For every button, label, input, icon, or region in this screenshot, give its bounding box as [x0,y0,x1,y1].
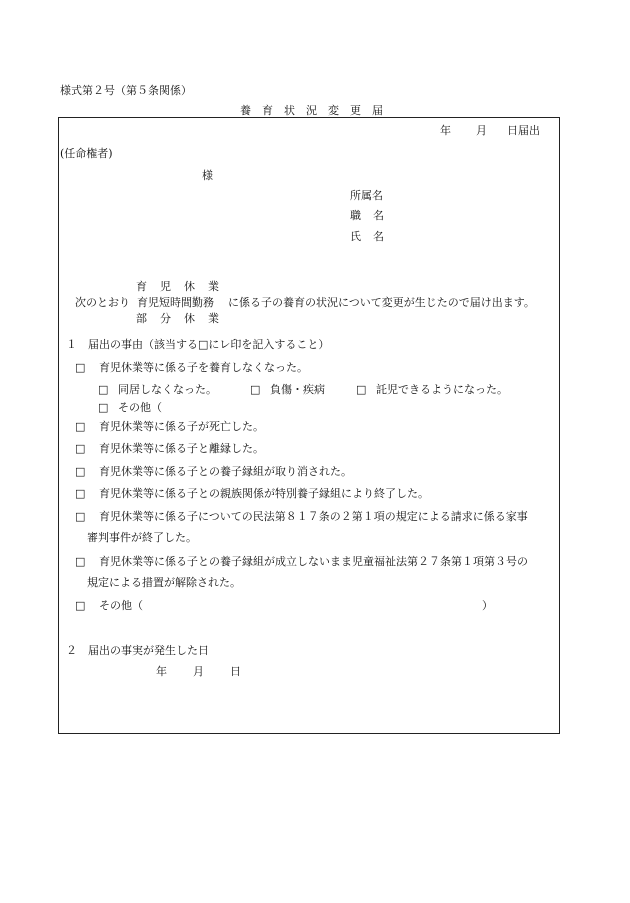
reason-item-1 [75,362,308,373]
leave-type-childcare-leave: 育児休業 [136,280,232,293]
reason-text: 育児休業等に係る子についての民法第８１７条の２第１項の規定による請求に係る家事 [99,510,528,523]
leave-type-partial-leave: 部分休業 [136,312,232,325]
date-year: 年 [440,124,451,137]
reason-text: 育児休業等に係る子との養子縁組が取り消された。 [99,465,352,478]
reason-text: 育児休業等に係る子が死亡した。 [99,420,264,433]
reason-text: その他（ [99,599,143,612]
other-close-paren: ） [482,599,493,612]
submission-date[interactable] [440,125,540,136]
sub-reason-text: その他（ [118,401,162,414]
checkbox[interactable]: □ [75,599,86,612]
checkbox[interactable]: □ [250,383,261,396]
checkbox[interactable]: □ [75,420,86,433]
appointer-label: (任命権者) [60,147,113,160]
reason-item-4 [75,466,352,477]
occurrence-date[interactable] [156,666,241,677]
occurrence-day: 日 [230,665,241,678]
section1-heading: １ 届出の事由（該当する□にレ印を記入すること） [66,338,330,351]
date-day: 日届出 [507,124,540,137]
sub-reason-2 [250,384,325,395]
intro-text: に係る子の養育の状況について変更が生じたので届け出ます。 [228,296,535,309]
intro-lead: 次のとおり [75,296,130,309]
reason-item-7-continuation: 規定による措置が解除された。 [87,576,241,589]
checkbox[interactable]: □ [75,361,86,374]
sub-reason-text: 託児できるようになった。 [376,383,508,396]
sub-reason-4 [98,402,162,413]
checkbox[interactable]: □ [75,555,86,568]
checkbox[interactable]: □ [75,465,86,478]
date-month: 月 [476,124,487,137]
department-label: 所属名 [350,189,383,202]
reason-item-other [75,600,143,611]
checkbox[interactable]: □ [75,442,86,455]
reason-text: 育児休業等に係る子を養育しなくなった。 [99,361,308,374]
reason-text: 育児休業等に係る子との親族関係が特別養子縁組により終了した。 [99,487,429,500]
reason-item-6 [75,511,528,522]
checkbox[interactable]: □ [75,510,86,523]
leave-type-short-hours: 育児短時間勤務 [137,296,214,309]
reason-item-5 [75,488,429,499]
reason-text: 育児休業等に係る子と離縁した。 [99,442,264,455]
honorific-sama: 様 [202,169,213,182]
sub-reason-3 [356,384,508,395]
form-title: 養育状況変更届 [240,104,394,117]
section2-heading: ２ 届出の事実が発生した日 [66,644,209,657]
checkbox[interactable]: □ [98,383,109,396]
name-label: 氏名 [350,230,396,243]
form-number: 様式第２号（第５条関係） [60,84,192,97]
reason-item-3 [75,443,264,454]
sub-reason-text: 同居しなくなった。 [118,383,217,396]
occurrence-month: 月 [193,665,204,678]
checkbox[interactable]: □ [356,383,367,396]
reason-item-7 [75,556,528,567]
checkbox[interactable]: □ [98,401,109,414]
reason-item-2 [75,421,264,432]
sub-reason-text: 負傷・疾病 [270,383,325,396]
occurrence-year: 年 [156,665,167,678]
checkbox[interactable]: □ [75,487,86,500]
reason-item-6-continuation: 審判事件が終了した。 [87,531,197,544]
reason-text: 育児休業等に係る子との養子縁組が成立しないまま児童福祉法第２７条第１項第３号の [99,555,528,568]
job-title-label: 職名 [350,209,396,222]
sub-reason-1 [98,384,217,395]
